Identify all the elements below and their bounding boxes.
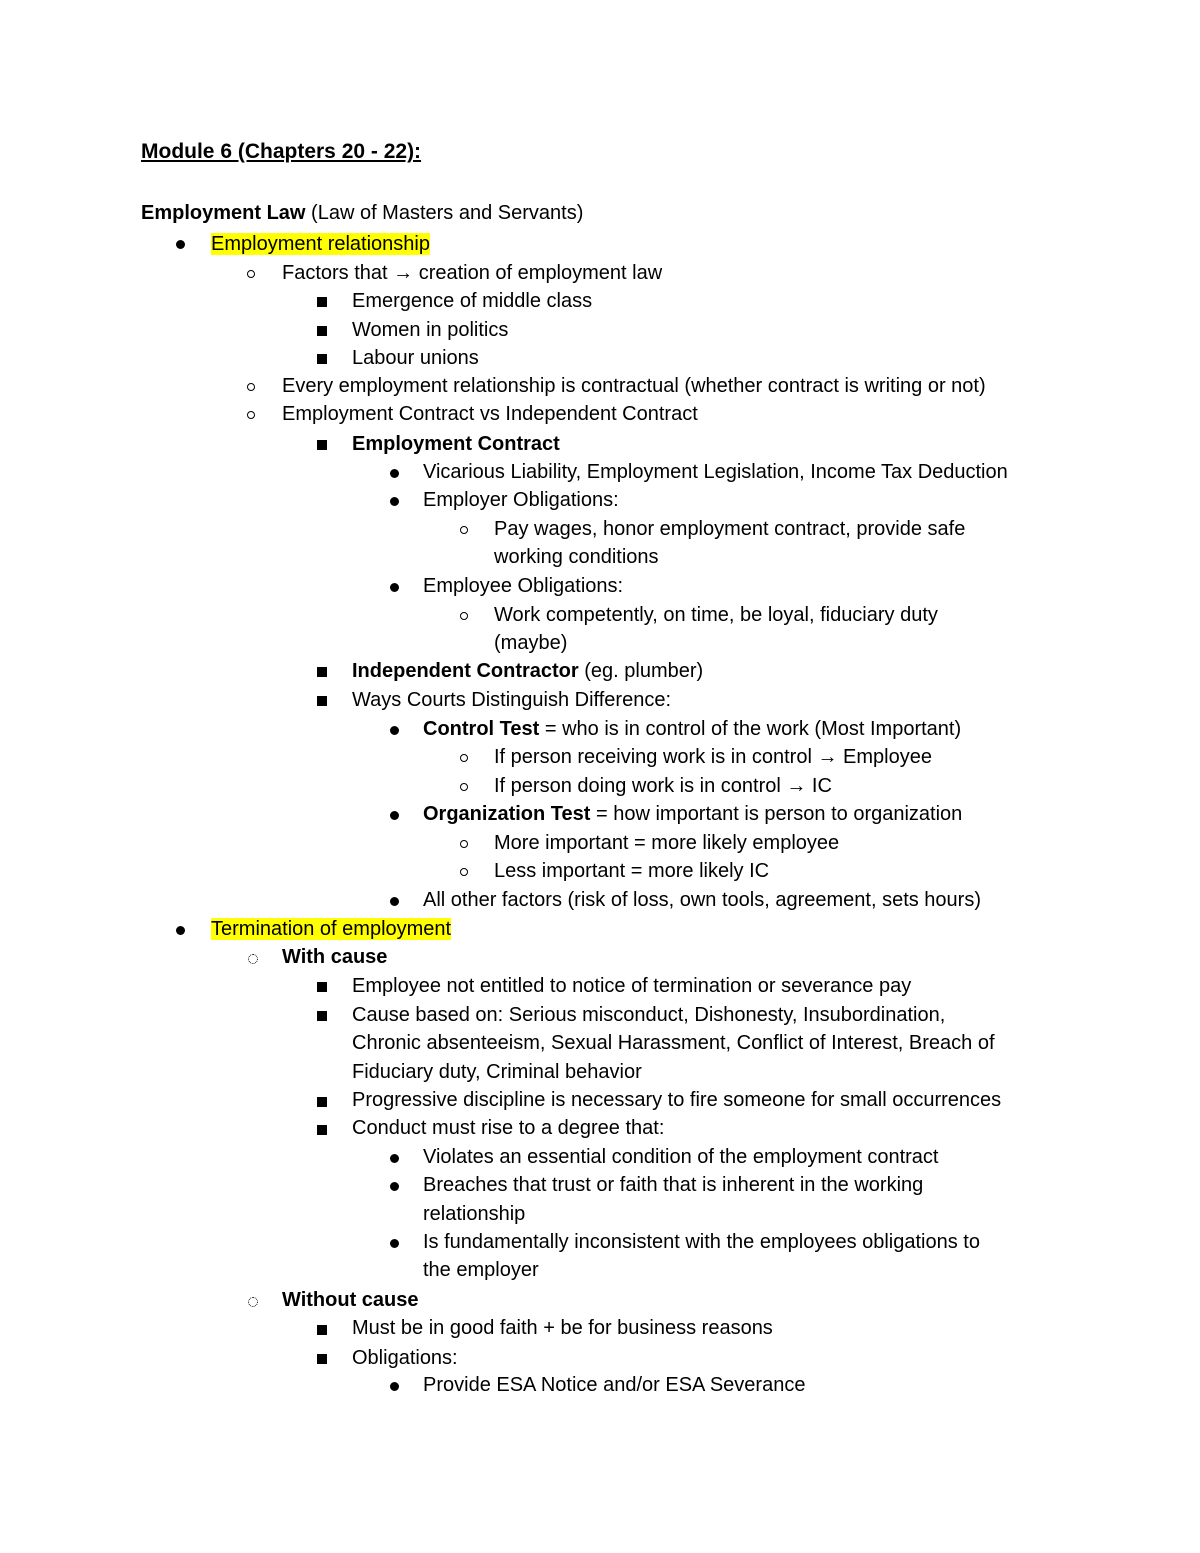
section-heading-bold: Employment Law <box>141 202 306 224</box>
list-item: Employee not entitled to notice of termination or severance pay <box>352 975 912 997</box>
bullet-circle-icon <box>460 754 468 762</box>
list-item: Employment Contract vs Independent Contract <box>282 403 698 425</box>
bullet-square-icon <box>317 297 327 307</box>
bullet-square-icon <box>317 1125 327 1135</box>
list-item: Conduct must rise to a degree that: <box>352 1117 665 1139</box>
term-rest: (eg. plumber) <box>578 660 704 682</box>
list-item: Pay wages, honor employment contract, provide safe <box>494 518 966 540</box>
list-item: Is fundamentally inconsistent with the employees obligations to <box>423 1231 980 1253</box>
list-item: If person doing work is in control → IC <box>494 775 832 797</box>
section-heading-rest: (Law of Masters and Servants) <box>305 202 584 224</box>
list-item: Every employment relationship is contractual (whether contract is writing or not) <box>282 375 986 397</box>
bullet-disc-icon <box>390 897 399 906</box>
bullet-circle-icon <box>460 783 468 791</box>
list-item: Employment Contract <box>352 433 560 455</box>
bullet-disc-icon <box>390 583 399 592</box>
list-item-continuation: Fiduciary duty, Criminal behavior <box>352 1061 642 1083</box>
list-item: Obligations: <box>352 1347 458 1369</box>
bullet-circle-icon <box>460 526 468 534</box>
term-rest: = who is in control of the work (Most Important) <box>539 718 962 740</box>
bullet-circle-icon <box>460 612 468 620</box>
highlighted-text: Termination of employment <box>211 918 452 940</box>
bullet-disc-icon <box>390 1239 399 1248</box>
list-item <box>211 230 430 258</box>
bullet-square-icon <box>317 440 327 450</box>
term-bold: Independent Contractor <box>352 660 579 682</box>
list-item-continuation: Chronic absenteeism, Sexual Harassment, Conflict of Interest, Breach of <box>352 1032 995 1054</box>
list-item <box>423 800 962 828</box>
list-item: Progressive discipline is necessary to fire someone for small occurrences <box>352 1089 1002 1111</box>
bullet-square-icon <box>317 1325 327 1335</box>
list-item: Violates an essential condition of the employment contract <box>423 1146 939 1168</box>
bullet-disc-icon <box>390 1154 399 1163</box>
list-item: Employer Obligations: <box>423 489 619 511</box>
bullet-circle-icon <box>460 868 468 876</box>
list-item: Without cause <box>282 1289 419 1311</box>
bullet-dotted-circle-icon <box>248 1297 258 1307</box>
list-item-continuation: relationship <box>423 1203 526 1225</box>
bullet-square-icon <box>317 326 327 336</box>
bullet-disc-icon <box>176 926 185 935</box>
bullet-square-icon <box>317 1011 327 1021</box>
list-item-continuation: working conditions <box>494 546 659 568</box>
list-item-continuation: (maybe) <box>494 632 568 654</box>
bullet-square-icon <box>317 354 327 364</box>
bullet-dotted-circle-icon <box>248 954 258 964</box>
term-bold: Control Test <box>423 718 540 740</box>
list-item <box>211 915 451 943</box>
list-item: Vicarious Liability, Employment Legislation, Income Tax Deduction <box>423 461 1008 483</box>
list-item: Cause based on: Serious misconduct, Dishonesty, Insubordination, <box>352 1004 946 1026</box>
highlighted-text: Employment relationship <box>211 233 430 255</box>
bullet-disc-icon <box>390 726 399 735</box>
bullet-disc-icon <box>176 240 185 249</box>
bullet-disc-icon <box>390 1382 399 1391</box>
list-item: Must be in good faith + be for business reasons <box>352 1317 773 1339</box>
list-item: Labour unions <box>352 347 479 369</box>
bullet-disc-icon <box>390 1182 399 1191</box>
list-item: All other factors (risk of loss, own tools, agreement, sets hours) <box>423 889 981 911</box>
list-item: Work competently, on time, be loyal, fiduciary duty <box>494 604 938 626</box>
list-item: Less important = more likely IC <box>494 860 770 882</box>
list-item <box>423 715 961 743</box>
bullet-square-icon <box>317 1354 327 1364</box>
list-item: Women in politics <box>352 319 509 341</box>
bullet-square-icon <box>317 696 327 706</box>
bullet-square-icon <box>317 1097 327 1107</box>
bullet-square-icon <box>317 982 327 992</box>
list-item <box>352 657 703 685</box>
bullet-circle-icon <box>247 411 255 419</box>
bullet-square-icon <box>317 667 327 677</box>
term-bold: Organization Test <box>423 803 591 825</box>
list-item: With cause <box>282 946 388 968</box>
list-item: Factors that → creation of employment law <box>282 262 663 284</box>
section-heading <box>141 202 583 225</box>
bullet-disc-icon <box>390 811 399 820</box>
page-title: Module 6 (Chapters 20 - 22): <box>141 140 422 163</box>
list-item: Emergence of middle class <box>352 290 593 312</box>
list-item: Breaches that trust or faith that is inherent in the working <box>423 1174 924 1196</box>
list-item-continuation: the employer <box>423 1259 539 1281</box>
list-item: Ways Courts Distinguish Difference: <box>352 689 672 711</box>
bullet-disc-icon <box>390 497 399 506</box>
bullet-disc-icon <box>390 469 399 478</box>
term-rest: = how important is person to organization <box>590 803 963 825</box>
list-item: Provide ESA Notice and/or ESA Severance <box>423 1374 806 1396</box>
bullet-circle-icon <box>247 270 255 278</box>
list-item: Employee Obligations: <box>423 575 624 597</box>
bullet-circle-icon <box>460 840 468 848</box>
list-item: If person receiving work is in control → Employee <box>494 746 932 768</box>
bullet-circle-icon <box>247 383 255 391</box>
list-item: More important = more likely employee <box>494 832 840 854</box>
